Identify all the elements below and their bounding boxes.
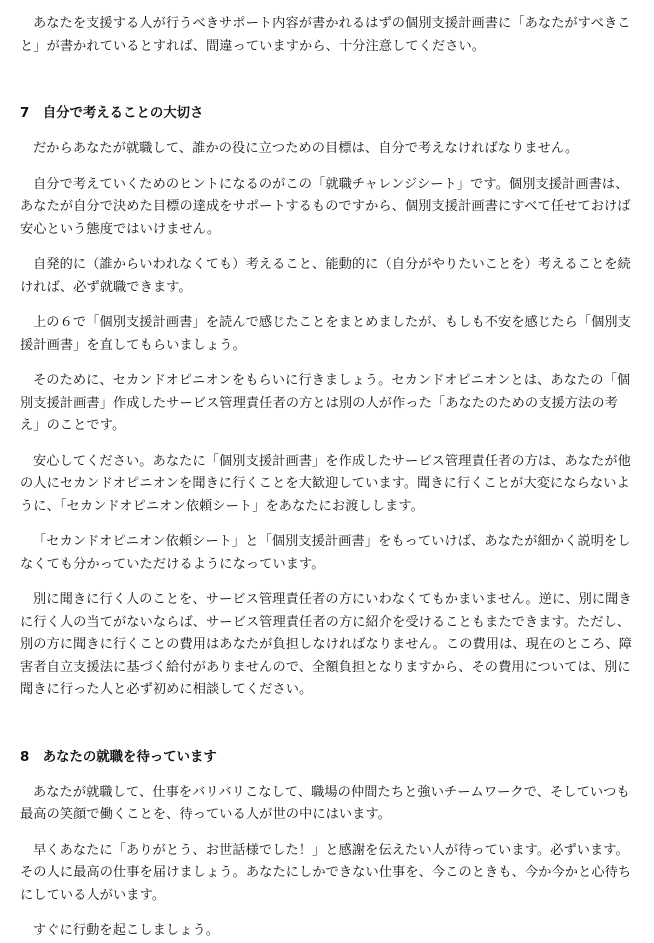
section-7 — [20, 103, 632, 702]
section-spacer — [20, 58, 632, 103]
section-7-paragraph: そのために、セカンドオピニオンをもらいに行きましょう。セカンドオピニオンとは、あなたの「個別支援計画書」作成したサービス管理責任者の方とは別の人が作った「あなたのための支援方法の考え」のことです。 — [20, 373, 631, 433]
section-7-heading: 7 自分で考えることの大切さ — [20, 106, 204, 121]
section-8-heading: 8 あなたの就職を待っています — [20, 749, 217, 765]
section-8-paragraph: すぐに行動を起こしましょう。 — [33, 923, 220, 938]
section-7-paragraph: 「セカンドオピニオン依頼シート」と「個別支援計画書」をもっていけば、あなたが細かく説明をしなくても分かっていただけるようになっています。 — [20, 534, 631, 572]
document-page — [20, 13, 632, 943]
section-8 — [20, 747, 632, 943]
intro-paragraph: あなたを支援する人が行うべきサポート内容が書かれるはずの個別支援計画書に「あなたがすべきこと」が書かれているとすれば、間違っていますから、十分注意してください。 — [20, 16, 631, 54]
section-7-paragraph: 安心してください。あなたに「個別支援計画書」を作成したサービス管理責任者の方は、あなたが他の人にセカンドオピニオンを聞きに行くことを大歓迎しています。聞きに行くことが大変にならないように、「セカンドオピニオン依頼シート」をあなたにお渡しします。 — [20, 453, 631, 514]
section-7-paragraph: 自発的に（誰からいわれなくても）考えること、能動的に（自分がやりたいことを）考えることを続ければ、必ず就職できます。 — [20, 257, 631, 295]
section-7-paragraph: 別に聞きに行く人のことを、サービス管理責任者の方にいわなくてもかまいません。逆に、別に聞きに行く人の当てがないならば、サービス管理責任者の方に紹介を受けることもまたできます。ただし、別の方に聞きに行くことの費用はあなたが負担しなければなりません。この費用は、現在のところ、障害者自立支援法に基づく給付がありませんので、全額負担となりますから、その費用については、別に聞きに行った人と必ず初めに相談してください。 — [20, 592, 633, 697]
section-7-paragraph: 上の６で「個別支援計画書」を読んで感じたことをまとめましたが、もしも不安を感じたら「個別支援計画書」を直してもらいましょう。 — [20, 315, 631, 353]
section-7-paragraph: 自分で考えていくためのヒントになるのがこの「就職チャレンジシート」です。個別支援計画書は、あなたが自分で決めた目標の達成をサポートするものですから、個別支援計画書にすべて任せておけば安心という態度ではいけません。 — [20, 176, 631, 237]
section-7-paragraph: だからあなたが就職して、誰かの役に立つための目標は、自分で考えなければなりません。 — [33, 141, 579, 156]
section-8-paragraph: 早くあなたに「ありがとう、お世話様でした！」と感謝を伝えたい人が待っています。必ずいます。その人に最高の仕事を届けましょう。あなたにしかできない仕事を、今このときも、今か今かと心待ちにしている人がいます。 — [20, 842, 632, 903]
section-spacer — [20, 702, 632, 747]
section-8-paragraph: あなたが就職して、仕事をバリバリこなして、職場の仲間たちと強いチームワークで、そしていつも最高の笑顔で働くことを、待っている人が世の中にはいます。 — [20, 784, 630, 822]
